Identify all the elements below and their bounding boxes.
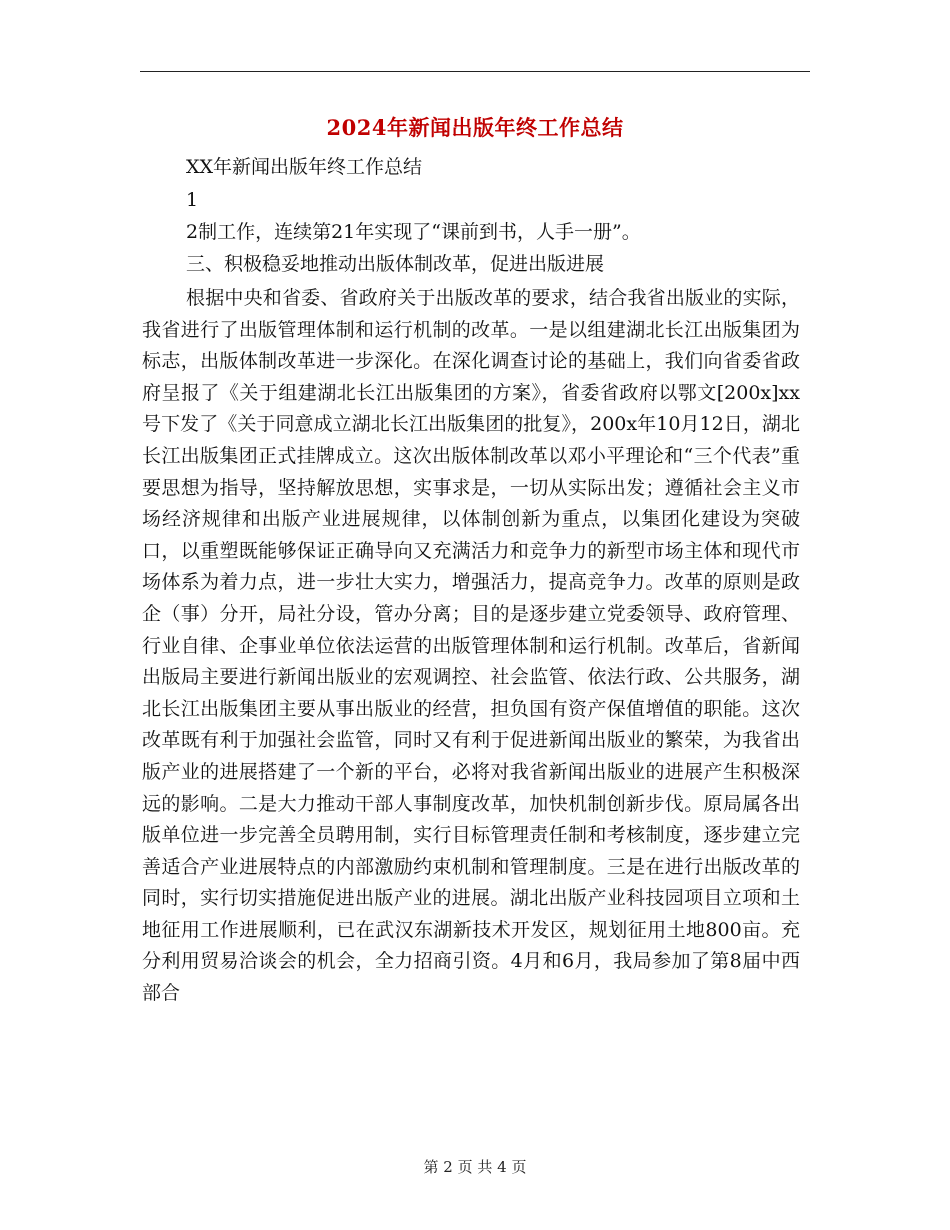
page-footer: 第 2 页 共 4 页: [423, 1158, 527, 1176]
header-rule: [140, 71, 810, 72]
body-paragraph: 根据中央和省委、省政府关于出版改革的要求，结合我省出版业的实际，我省进行了出版管理体制和运行机制的改革。一是以组建湖北长江出版集团为标志，出版体制改革进一步深化。在深化调查讨论的基础上，我们向省委省政府呈报了《关于组建湖北长江出版集团的方案》，省委省政府以鄂文[200x]xx号下发了《关于同意成立湖北长江出版集团的批复》，200x年10月12日，湖北长江出版集团正式挂牌成立。这次出版体制改革以邓小平理论和“三个代表”重要思想为指导，坚持解放思想，实事求是，一切从实际出发；遵循社会主义市场经济规律和出版产业进展规律，以体制创新为重点，以集团化建设为突破口，以重塑既能够保证正确导向又充满活力和竞争力的新型市场主体和现代市场体系为着力点，进一步壮大实力，增强活力，提高竞争力。改革的原则是政企（事）分开，局社分设，管办分离；目的是逐步建立党委领导、政府管理、行业自律、企事业单位依法运营的出版管理体制和运行机制。改革后，省新闻出版局主要进行新闻出版业的宏观调控、社会监管、依法行政、公共服务，湖北长江出版集团主要从事出版业的经营，担负国有资产保值增值的职能。这次改革既有利于加强社会监管，同时又有利于促进新闻出版业的繁荣，为我省出版产业的进展搭建了一个新的平台，必将对我省新闻出版业的进展产生积极深远的影响。二是大力推动干部人事制度改革，加快机制创新步伐。原局属各出版单位进一步完善全员聘用制，实行目标管理责任制和考核制度，逐步建立完善适合产业进展特点的内部激励约束机制和管理制度。三是在进行出版改革的同时，实行切实措施促进出版产业的进展。湖北出版产业科技园项目立项和土地征用工作进展顺利，已在武汉东湖新技术开发区，规划征用土地800亩。充分利用贸易洽谈会的机会，全力招商引资。4月和6月，我局参加了第8届中西部合: [142, 287, 800, 1005]
continuation-line: 2制工作，连续第21年实现了“课前到书，人手一册”。: [186, 221, 641, 243]
line-number: 1: [186, 189, 199, 211]
section-heading: 三、积极稳妥地推动出版体制改革，促进出版进展: [186, 253, 605, 275]
document-subtitle: XX年新闻出版年终工作总结: [186, 156, 423, 178]
document-title: 2024年新闻出版年终工作总结: [326, 115, 624, 140]
